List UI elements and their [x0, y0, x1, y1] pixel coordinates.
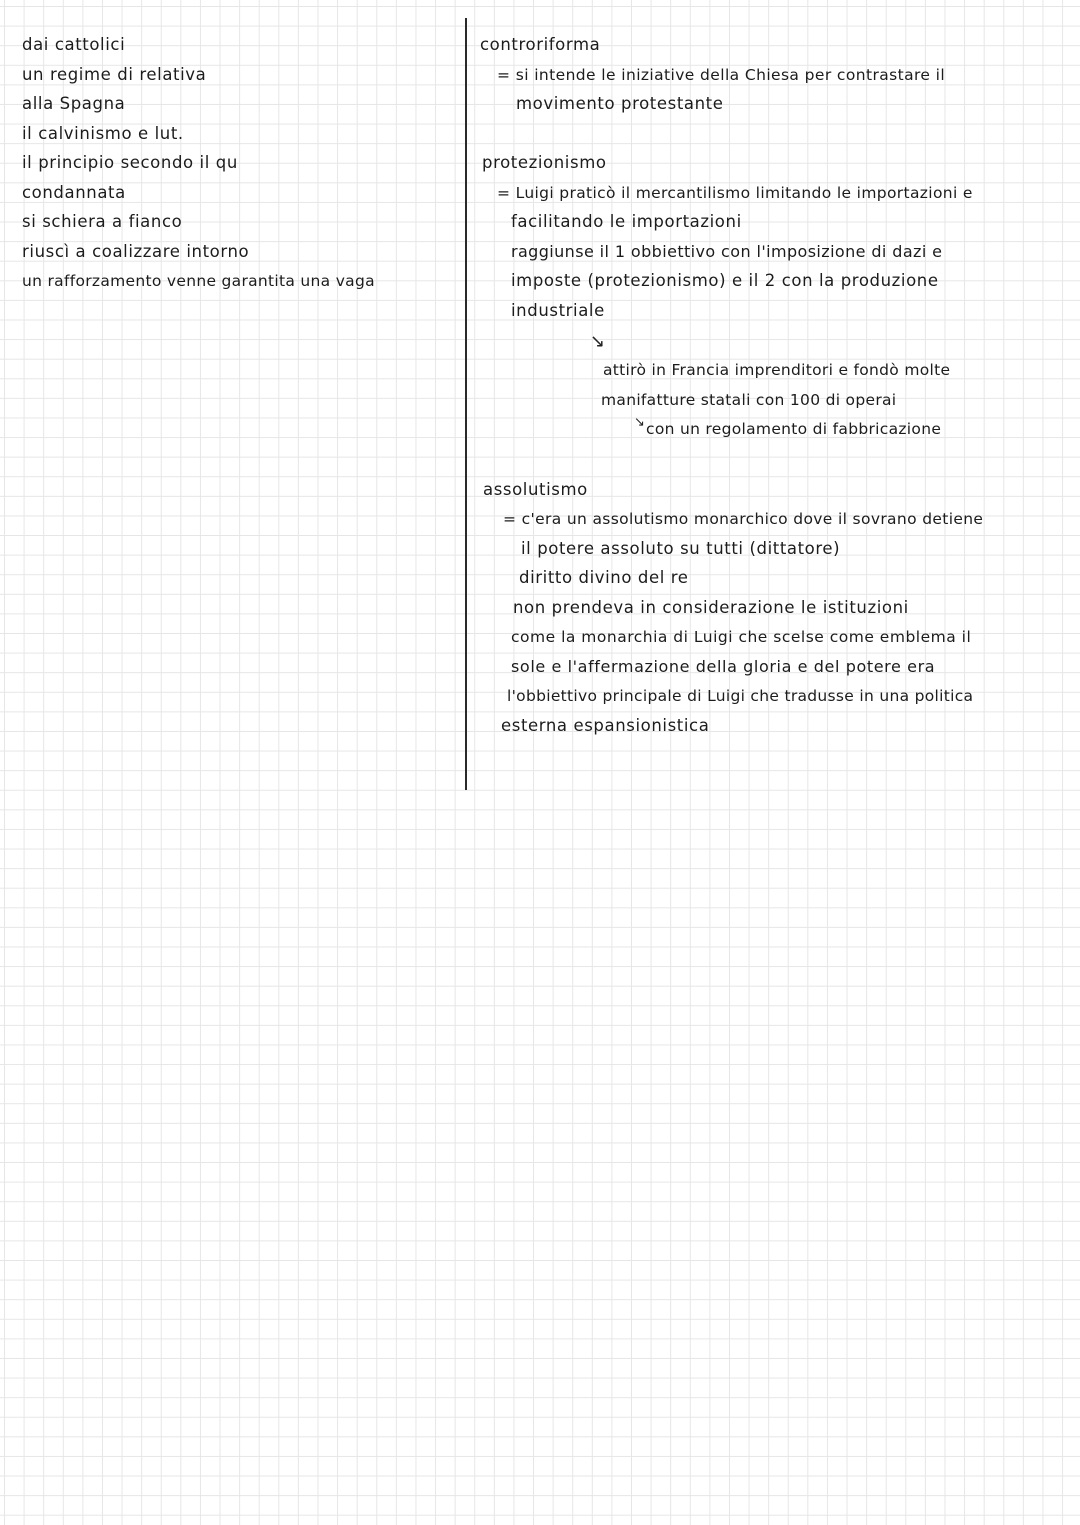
note-line: come la monarchia di Luigi che scelse come emblema il	[511, 628, 972, 646]
left-line: il principio secondo il qu	[22, 153, 238, 172]
note-subline: con un regolamento di fabbricazione	[646, 420, 942, 438]
note-line: raggiunse il 1 obbiettivo con l'imposizione di dazi e	[511, 242, 943, 261]
left-line: alla Spagna	[22, 94, 126, 113]
arrow-down-right-icon: ↘	[634, 415, 645, 430]
note-subline: attirò in Francia imprenditori e fondò molte	[603, 361, 951, 379]
left-line: dai cattolici	[22, 35, 126, 54]
note-line: l'obbiettivo principale di Luigi che tradusse in una politica	[507, 687, 974, 705]
section-heading: protezionismo	[482, 153, 607, 172]
arrow-down-right-icon: ↘	[590, 331, 606, 352]
note-line: non prendeva in considerazione le istituzioni	[513, 598, 909, 617]
note-line: = c'era un assolutismo monarchico dove il sovrano detiene	[503, 510, 984, 528]
note-line: diritto divino del re	[519, 568, 689, 587]
left-line: riuscì a coalizzare intorno	[22, 242, 250, 261]
note-line: imposte (protezionismo) e il 2 con la produzione	[511, 271, 939, 290]
section-heading: controriforma	[480, 35, 601, 54]
left-line: un rafforzamento venne garantita una vaga	[22, 272, 375, 290]
note-line: movimento protestante	[516, 94, 724, 113]
section-heading: assolutismo	[483, 480, 588, 499]
note-subline: manifatture statali con 100 di operai	[601, 391, 897, 409]
note-line: = Luigi praticò il mercantilismo limitando le importazioni e	[497, 184, 973, 202]
note-line: il potere assoluto su tutti (dittatore)	[521, 539, 841, 558]
note-line: sole e l'affermazione della gloria e del potere era	[511, 657, 936, 676]
left-line: condannata	[22, 183, 126, 202]
note-line: = si intende le iniziative della Chiesa per contrastare il	[497, 66, 946, 84]
note-line: facilitando le importazioni	[511, 212, 742, 231]
left-line: un regime di relativa	[22, 65, 207, 84]
note-line: industriale	[511, 301, 605, 320]
left-line: si schiera a fianco	[22, 212, 183, 231]
column-divider	[465, 18, 467, 790]
left-line: il calvinismo e lut.	[22, 124, 184, 143]
note-line: esterna espansionistica	[501, 716, 710, 735]
